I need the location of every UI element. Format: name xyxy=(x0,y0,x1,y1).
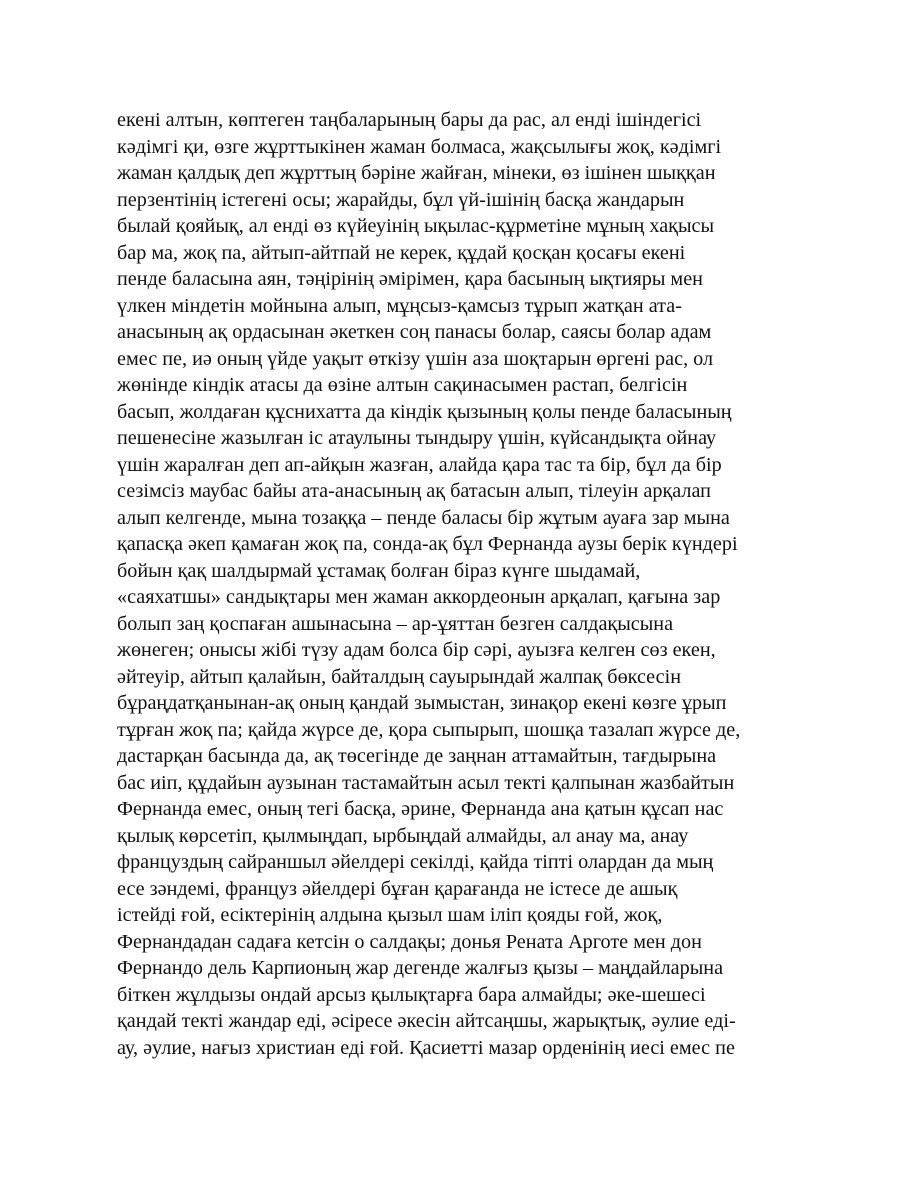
body-text xyxy=(117,107,807,1061)
text-line: бар ма, жоқ па, айтып-айтпай не керек, құдай қосқан қосағы екені xyxy=(117,241,686,264)
text-line: бойын қақ шалдырмай ұстамақ болған біраз күнге шыдамай, xyxy=(117,559,641,582)
text-line: істейді ғой, есіктерінің алдына қызыл шам іліп қояды ғой, жоқ, xyxy=(117,904,663,926)
text-line: бас иіп, құдайын аузынан тастамайтын асыл текті қалпынан жазбайтын xyxy=(117,771,735,794)
text-line: біткен жұлдызы ондай арсыз қылықтарға бара алмайды; әке-шешесі xyxy=(117,983,706,1006)
text-line: тұрған жоқ па; қайда жүрсе де, қора сыпырып, шошқа тазалап жүрсе де, xyxy=(117,718,741,741)
text-line: пенде баласына аян, тәңірінің әмірімен, қара басының ықтияры мен xyxy=(117,268,703,290)
text-line: ау, әулие, нағыз христиан еді ғой. Қасиетті мазар орденінің иесі емес пе xyxy=(117,1036,735,1059)
text-line: «саяхатшы» сандықтары мен жаман аккордеонын арқалап, қағына зар xyxy=(117,586,721,608)
text-line: басып, жолдаған құснихатта да кіндік қызының қолы пенде баласының xyxy=(117,400,732,423)
text-line: жөнінде кіндік атасы да өзіне алтын сақинасымен растап, белгісін xyxy=(117,374,688,396)
text-line: жаман қалдық деп жұрттың бәріне жайған, мінеки, өз ішінен шыққан xyxy=(117,162,716,184)
text-line: бұраңдатқанынан-ақ оның қандай зымыстан, зинақор екені көзге ұрып xyxy=(117,692,727,714)
text-line: жөнеген; онысы жібі түзу адам болса бір сәрі, ауызға келген сөз екен, xyxy=(117,639,716,661)
text-line: қандай текті жандар еді, әсіресе әкесін айтсаңшы, жарықтық, әулие еді- xyxy=(117,1010,736,1032)
text-line: Фернандо дель Карпионың жар дегенде жалғыз қызы – маңдайларына xyxy=(117,957,724,979)
text-line: перзентінің істегені осы; жарайды, бұл үй-ішінің басқа жандарын xyxy=(117,188,685,211)
text-line: француздың сайраншыл әйелдері секілді, қайда тіпті олардан да мың xyxy=(117,851,714,873)
text-line: екені алтын, көптеген таңбаларының бары да рас, ал енді ішіндегісі xyxy=(117,109,702,131)
text-line: қапасқа әкеп қамаған жоқ па, сонда-ақ бұл Фернанда аузы берік күндері xyxy=(117,533,738,555)
text-line: қылық көрсетіп, қылмыңдап, ырбыңдай алмайды, ал анау ма, анау xyxy=(117,824,689,847)
text-line: пешенесіне жазылған іс атаулыны тындыру үшін, күйсандықта ойнау xyxy=(117,427,717,449)
text-line: дастарқан басында да, ақ төсегінде де заңнан аттамайтын, тағдырына xyxy=(117,745,717,767)
text-line: есе зәндемі, француз әйелдері бұған қарағанда не істесе де ашық xyxy=(117,877,678,900)
text-line: сезімсіз маубас байы ата-анасының ақ батасын алып, тілеуін арқалап xyxy=(117,480,711,502)
text-line: үлкен міндетін мойнына алып, мұңсыз-қамсыз тұрып жатқан ата- xyxy=(117,294,682,317)
text-line: Фернанда емес, оның тегі басқа, әрине, Фернанда ана қатын құсап нас xyxy=(117,798,724,820)
text-line: емес пе, иә оның үйде уақыт өткізу үшін аза шоқтарын өргені рас, ол xyxy=(117,347,714,370)
text-line: анасының ақ ордасынан әкеткен соң панасы болар, саясы болар адам xyxy=(117,321,712,343)
text-line: үшін жаралған деп ап-айқын жазған, алайда қара тас та бір, бұл да бір xyxy=(117,453,722,476)
text-line: әйтеуір, айтып қалайын, байталдың сауырындай жалпақ бөксесін xyxy=(117,665,682,688)
text-line: алып келгенде, мына тозаққа – пенде баласы бір жұтым ауаға зар мына xyxy=(117,506,730,529)
text-line: кәдімгі қи, өзге жұрттыкінен жаман болмаса, жақсылығы жоқ, кәдімгі xyxy=(117,135,722,158)
text-line: былай қояйық, ал енді өз күйеуінің ықылас-құрметіне мұның хақысы xyxy=(117,215,715,237)
text-line: болып заң қоспаған ашынасына – ар-ұяттан безген салдақысына xyxy=(117,612,674,635)
text-line: Фернандадан садаға кетсін о салдақы; донья Рената Арготе мен дон xyxy=(117,930,702,953)
